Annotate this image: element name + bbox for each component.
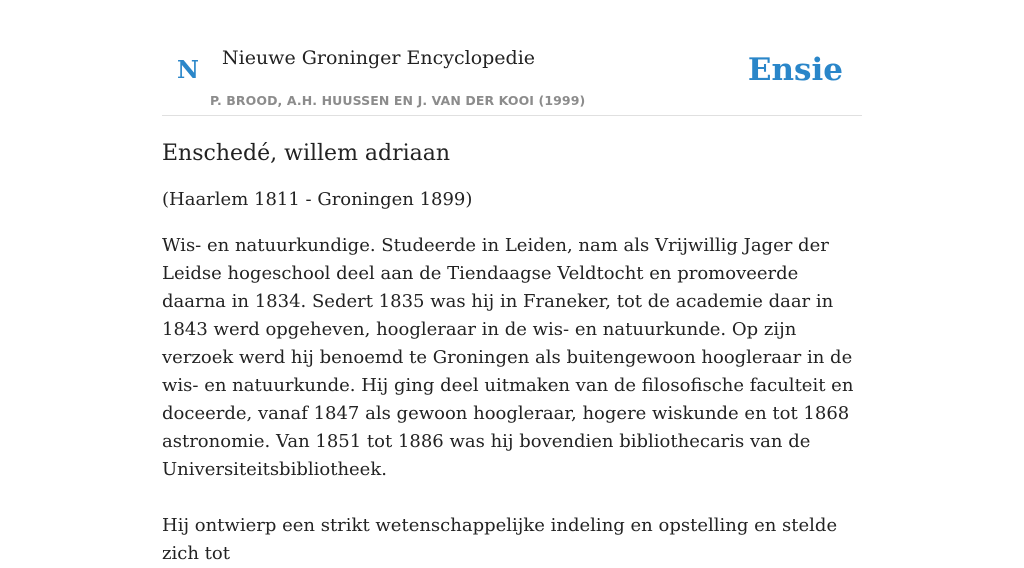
entry-paragraph: Wis- en natuurkundige. Studeerde in Leiden, nam als Vrijwillig Jager der Leidse hogeschool deel aan de Tiendaagse Veldtocht en promoveerde daarna in 1834. Sedert 1835 was hij in Franeker, tot de academie daar in 1843 werd opgeheven, hoogleraar in de wis- en natuurkunde. Op zijn verzoek werd hij benoemd te Groningen als buitengewoon hoogleraar in de wis- en natuurkunde. Hij ging deel uitmaken van de filosofische faculteit en doceerde, vanaf 1847 als gewoon hoogleraar, hogere wiskunde en tot 1868 astronomie. Van 1851 tot 1886 was hij bovendien bibliothecaris van de Universiteitsbibliotheek. (162, 235, 854, 480)
entry-paragraph: Hij ontwierp een strikt wetenschappelijke indeling en opstelling en stelde zich tot (162, 515, 838, 564)
source-logo[interactable]: N (177, 55, 199, 84)
entry-title: Enschedé, willem adriaan (162, 141, 451, 166)
source-header (162, 0, 862, 116)
source-title-link[interactable]: Nieuwe Groninger Encyclopedie (222, 47, 536, 69)
entry-content (162, 136, 862, 568)
ensie-logo-link[interactable]: Ensie (747, 52, 843, 88)
source-authors: P. BROOD, A.H. HUUSSEN EN J. VAN DER KOOI (1999) (210, 93, 586, 108)
entry-meta: (Haarlem 1811 - Groningen 1899) (162, 189, 473, 210)
